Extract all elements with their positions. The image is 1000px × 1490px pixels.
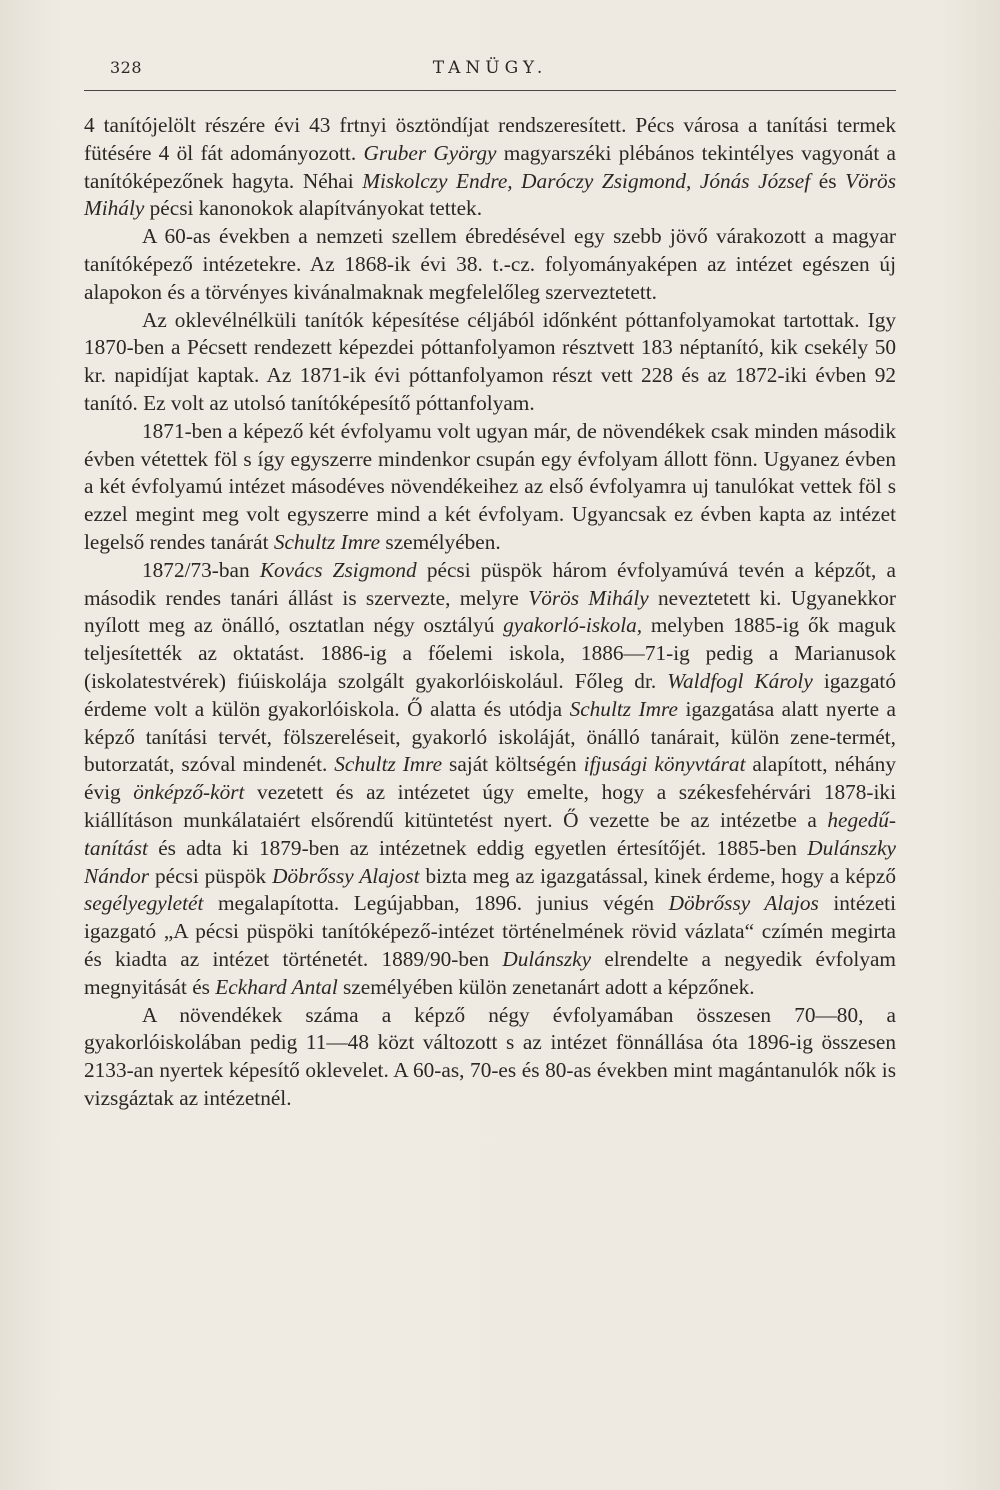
italic-name: Vörös Mihály [84, 168, 896, 221]
text-run: neveztetett ki. Ugyanekkor nyílott meg az önálló, osztatlan négy osztályú [84, 585, 897, 638]
italic-name: Döbrőssy Alajos [668, 891, 819, 916]
page-header [84, 58, 896, 80]
text-run: személyében. [380, 529, 501, 554]
paragraph [84, 418, 896, 557]
text-run: melyben 1885-ig ők maguk teljesítették az oktatást. 1886-ig a főelemi iskola, 1886—71-ig pedig a Marianusok (iskolatestvérek) fiúiskolája szolgált gyakorlóiskolául. Főleg dr. [84, 613, 896, 693]
italic-name: Gruber György [363, 140, 497, 165]
text-run: 1871-ben a képező két évfolyamu volt ugyan már, de növendékek csak minden második évben vétettek föl s így egyszerre mindenkor csupán egy évfolyam állott fönn. Ugyanez évben a két évfolyamú intézet másodéves növendékeihez az első évfolyamra uj tanulókat vettek föl s ezzel megint meg volt egyszerre mind a két évfolyam. Ugyancsak ez évben kapta az intézet legelső rendes tanárát [84, 418, 896, 554]
text-run: alapított, néhány évig [84, 752, 896, 805]
text-run: megalapította. Legújabban, 1896. junius végén [203, 891, 669, 916]
text-run: magyarszéki plébános tekintélyes vagyonát a tanítóképezőnek hagyta. Néhai [84, 140, 897, 193]
text-run: A növendékek száma a képző négy évfolyamában összesen 70—80, a gyakorlóiskolában pedig 11—48 közt változott s az intézet fönnállása óta 1896-ig összesen 2133-an nyertek képesítő oklevelet. A 60-as, 70-es és 80-as években mint magántanulók nők is vizsgáztak az intézetnél. [84, 1002, 896, 1110]
italic-name: segélyegyletét [84, 891, 204, 916]
paragraph [84, 557, 896, 1002]
italic-name: ifjusági könyvtárat [583, 752, 746, 777]
italic-name: Waldfogl Károly [667, 668, 813, 693]
italic-name: Miskolczy Endre, Daróczy Zsigmond, Jónás József [362, 168, 811, 193]
body-text [84, 112, 896, 1113]
text-run: és adta ki 1879-ben az intézetnek eddig egyetlen értesítőjét. 1885-ben [147, 835, 808, 860]
paragraph [84, 1002, 896, 1113]
text-run: pécsi kanonokok alapítványokat tettek. [144, 196, 483, 221]
text-run: saját költségén [442, 752, 584, 777]
page-number: 328 [110, 58, 143, 77]
text-run: 4 tanítójelölt részére évi 43 frtnyi ösztöndíjat rendszeresített. Pécs városa a tanítási termek fütésére 4 öl fát adományozott. [84, 113, 896, 165]
italic-name: Schultz Imre [334, 752, 443, 777]
italic-name: önképző-kört [133, 780, 245, 805]
italic-name: Döbrőssy Alajost [272, 863, 420, 888]
italic-name: Kovács Zsigmond [259, 557, 417, 582]
italic-name: gyakorló-iskola, [503, 613, 643, 638]
italic-name: Schultz Imre [273, 529, 381, 554]
header-rule [84, 90, 896, 91]
text-run: bizta meg az igazgatással, kinek érdeme, hogy a képző [419, 863, 896, 888]
italic-name: Eckhard Antal [215, 974, 338, 999]
italic-name: Schultz Imre [569, 696, 678, 721]
text-run: pécsi püspök [149, 863, 273, 888]
text-run: vezetett és az intézetet úgy emelte, hogy a székesfehérvári 1878-iki kiállításon munkálataiért elsőrendű kitüntetést nyert. Ő vezette be az intézetbe a [84, 780, 896, 832]
text-run: igazgatása alatt nyerte a képző tanítási tervét, fölszereléseit, gyakorló iskoláját, önálló tanárait, külön zene-termét, butorzatát, szóval mindenét. [84, 696, 896, 777]
paragraph [84, 307, 896, 418]
italic-name: Vörös Mihály [528, 585, 649, 610]
paragraph [84, 223, 896, 306]
text-run: igazgató érdeme volt a külön gyakorlóiskola. Ő alatta és utódja [84, 668, 897, 721]
text-run: A 60-as években a nemzeti szellem ébredésével egy szebb jövő várakozott a magyar tanítóképező intézetekre. Az 1868-ik évi 38. t.-cz. folyományaképen az intézet egészen új alapokon és a törvényes kivánalmaknak megfelelőleg szerveztetett. [84, 224, 896, 304]
text-run: Az oklevélnélküli tanítók képesítése céljából időnként póttanfolyamokat tartottak. Igy 1870-ben a Pécsett rendezett képezdei póttanfolyamon résztvett 183 néptanító, kik csekély 50 kr. napidíjat kaptak. Az 1871-ik évi póttanfolyamon részt vett 228 és az 1872-iki évben 92 tanító. Ez volt az utolsó tanítóképesítő póttanfolyam. [84, 307, 896, 415]
paragraph [84, 112, 896, 223]
text-run: pécsi püspök három évfolyamúvá tevén a képzőt, a második rendes tanári állást is szervezte, melyre [84, 557, 896, 610]
text-run: 1872/73-ban [142, 557, 260, 582]
running-title: TANÜGY. [432, 58, 548, 78]
text-run: és [810, 168, 846, 193]
italic-name: hegedű-tanítást [84, 807, 896, 860]
text-run: elrendelte a negyedik évfolyam megnyitását és [84, 946, 896, 999]
italic-name: Dulánszky Nándor [84, 835, 896, 888]
text-run: intézeti igazgató „A pécsi püspöki tanítóképező-intézet történelmének rövid vázlata“ czímén megirta és kiadta az intézet történetét. 1889/90-ben [84, 891, 897, 971]
text-run: személyében külön zenetanárt adott a képzőnek. [337, 974, 755, 999]
italic-name: Dulánszky [502, 946, 592, 971]
